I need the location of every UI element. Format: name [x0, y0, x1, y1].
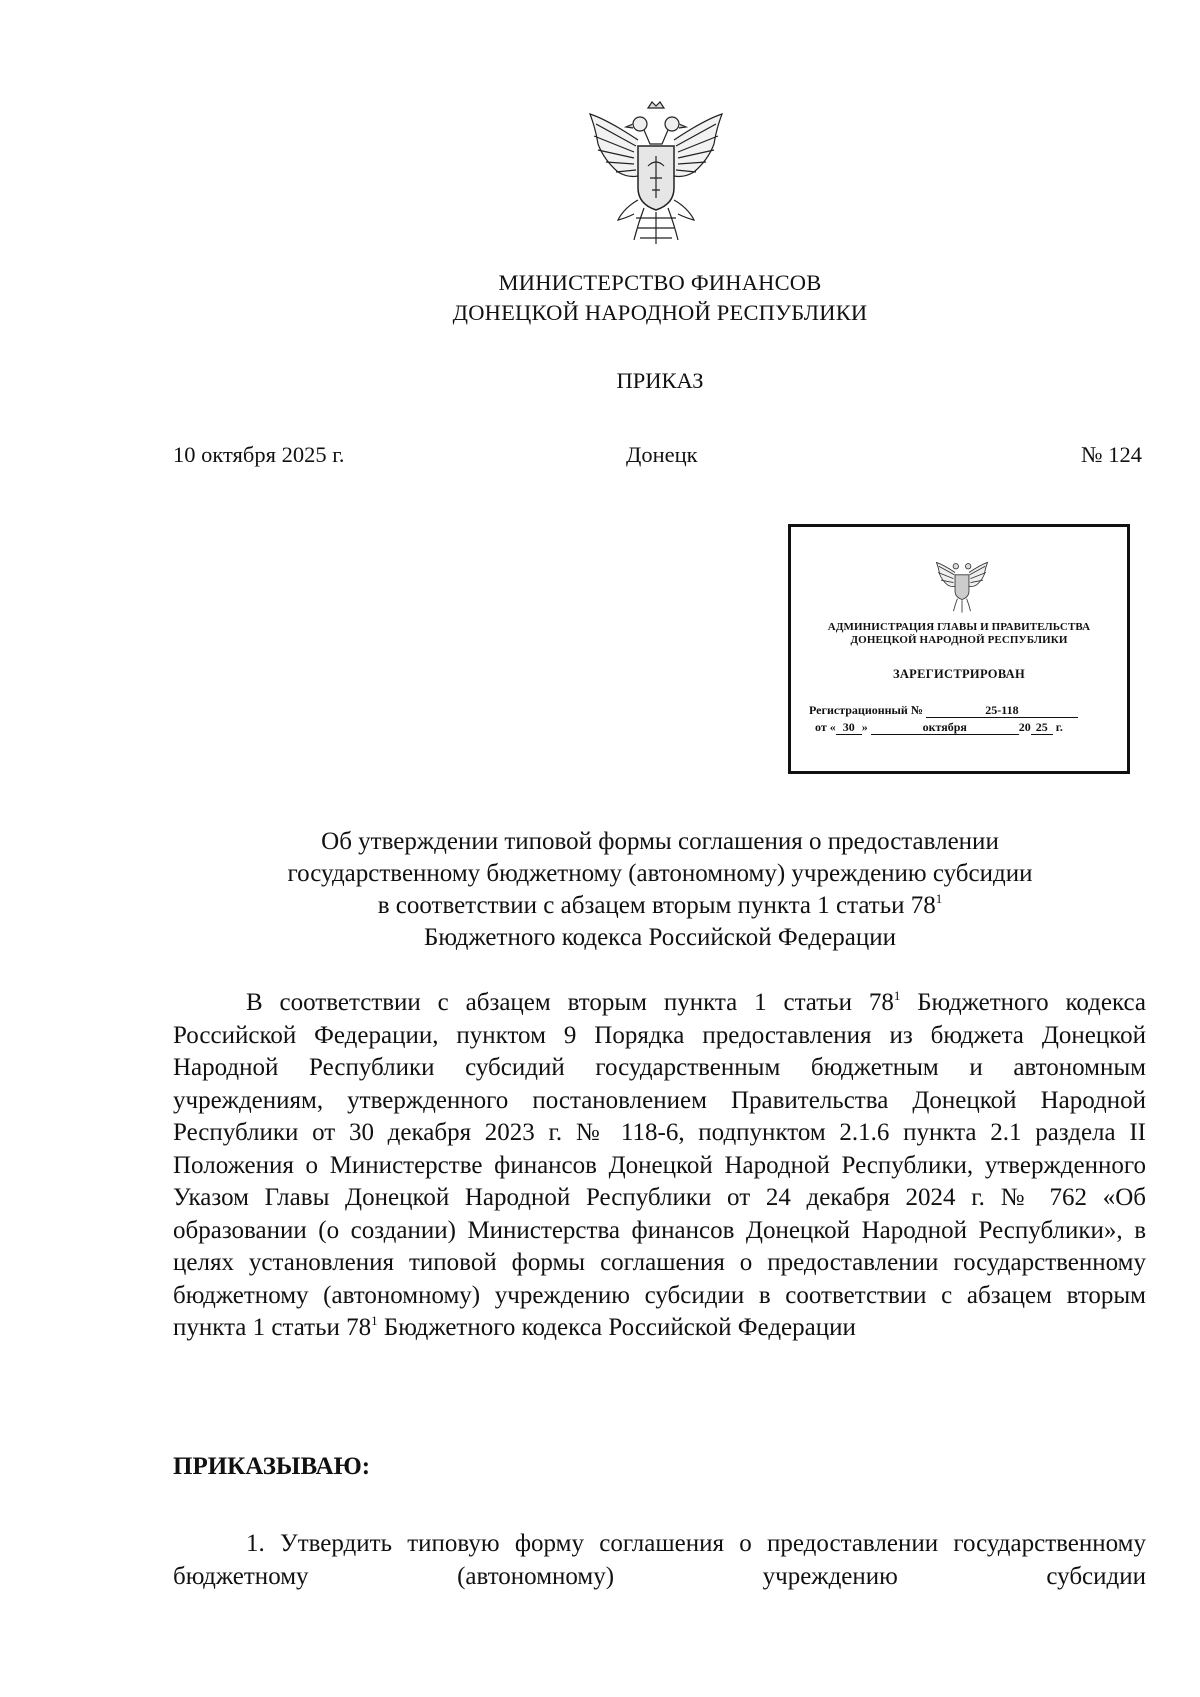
stamp-registration-number-line — [809, 703, 1078, 718]
stamp-day: 30 — [836, 720, 862, 735]
stamp-quote-close: » — [861, 720, 868, 734]
preamble-superscript2: 1 — [371, 1313, 378, 1328]
order-keyword: ПРИКАЗЫВАЮ: — [173, 1453, 371, 1480]
stamp-year-prefix: 20 — [1018, 720, 1031, 734]
stamp-organization — [791, 621, 1127, 647]
stamp-date-line — [815, 720, 1063, 735]
document-title — [160, 826, 1160, 954]
stamp-reg-label: Регистрационный № — [809, 703, 923, 717]
stamp-org-line1: АДМИНИСТРАЦИЯ ГЛАВЫ И ПРАВИТЕЛЬСТВА — [827, 621, 1091, 633]
stamp-status: ЗАРЕГИСТРИРОВАН — [892, 667, 1026, 681]
document-date: 10 октября 2025 г. — [173, 442, 345, 467]
stamp-year-suffix: 25 — [1031, 720, 1053, 735]
title-line3-superscript: 1 — [935, 891, 943, 906]
stamp-from-label: от « — [815, 720, 836, 734]
registration-stamp — [788, 524, 1130, 774]
title-line3 — [160, 890, 1160, 922]
title-line4: Бюджетного кодекса Российской Федерации — [424, 924, 896, 951]
ministry-name-line1: МИНИСТЕРСТВО ФИНАНСОВ — [498, 270, 822, 295]
preamble-paragraph — [173, 987, 1146, 1345]
title-line1: Об утверждении типовой формы соглашения о предоставлении — [321, 828, 999, 855]
stamp-emblem-icon — [926, 557, 998, 615]
preamble-part2: Бюджетного кодекса Российской Федерации, пунктом 9 Порядка предоставления из бюджета Донецкой Народной Республики субсидий государственным бюджетным и автономным учреждениям, утвержденного постановлением Правительства Донецкой Народной Республики от 30 декабря 2023 г. № 118-6, подпунктом 2.1.6 пункта 2.1 раздела II Положения о Министерстве финансов Донецкой Народной Республики, утвержденного Указом Главы Донецкой Народной Республики от 24 декабря 2024 г. № 762 «Об образовании (о создании) Министерства финансов Донецкой Народной Республики», в целях установления типовой формы соглашения о предоставлении государственному бюджетному (автономному) учреждению субсидии в соответствии с абзацем вторым пункта 1 статьи 78 — [173, 989, 1147, 1341]
ministry-name-line2: ДОНЕЦКОЙ НАРОДНОЙ РЕСПУБЛИКИ — [452, 300, 868, 325]
title-line3-text: в соответствии с абзацем вторым пункта 1 статьи 78 — [377, 892, 936, 919]
title-line2: государственному бюджетному (автономному) учреждению субсидии — [287, 860, 1033, 887]
stamp-month: октября — [871, 720, 1019, 735]
preamble-part3: Бюджетного кодекса Российской Федерации — [377, 1314, 856, 1341]
preamble-part1: В соответствии с абзацем вторым пункта 1 статьи 78 — [246, 989, 894, 1016]
stamp-org-line2: ДОНЕЦКОЙ НАРОДНОЙ РЕСПУБЛИКИ — [850, 634, 1068, 646]
document-type: ПРИКАЗ — [616, 368, 704, 393]
preamble-superscript1: 1 — [893, 988, 901, 1003]
coat-of-arms-emblem — [578, 100, 734, 250]
stamp-reg-number: 25-118 — [926, 703, 1078, 718]
document-number: № 124 — [1081, 442, 1142, 467]
document-city: Донецк — [626, 442, 698, 467]
order-item-1: 1. Утвердить типовую форму соглашения о предоставлении государственному бюджетному (автономному) учреждению субсидии — [173, 1530, 1146, 1590]
stamp-year-label: г. — [1055, 720, 1063, 734]
